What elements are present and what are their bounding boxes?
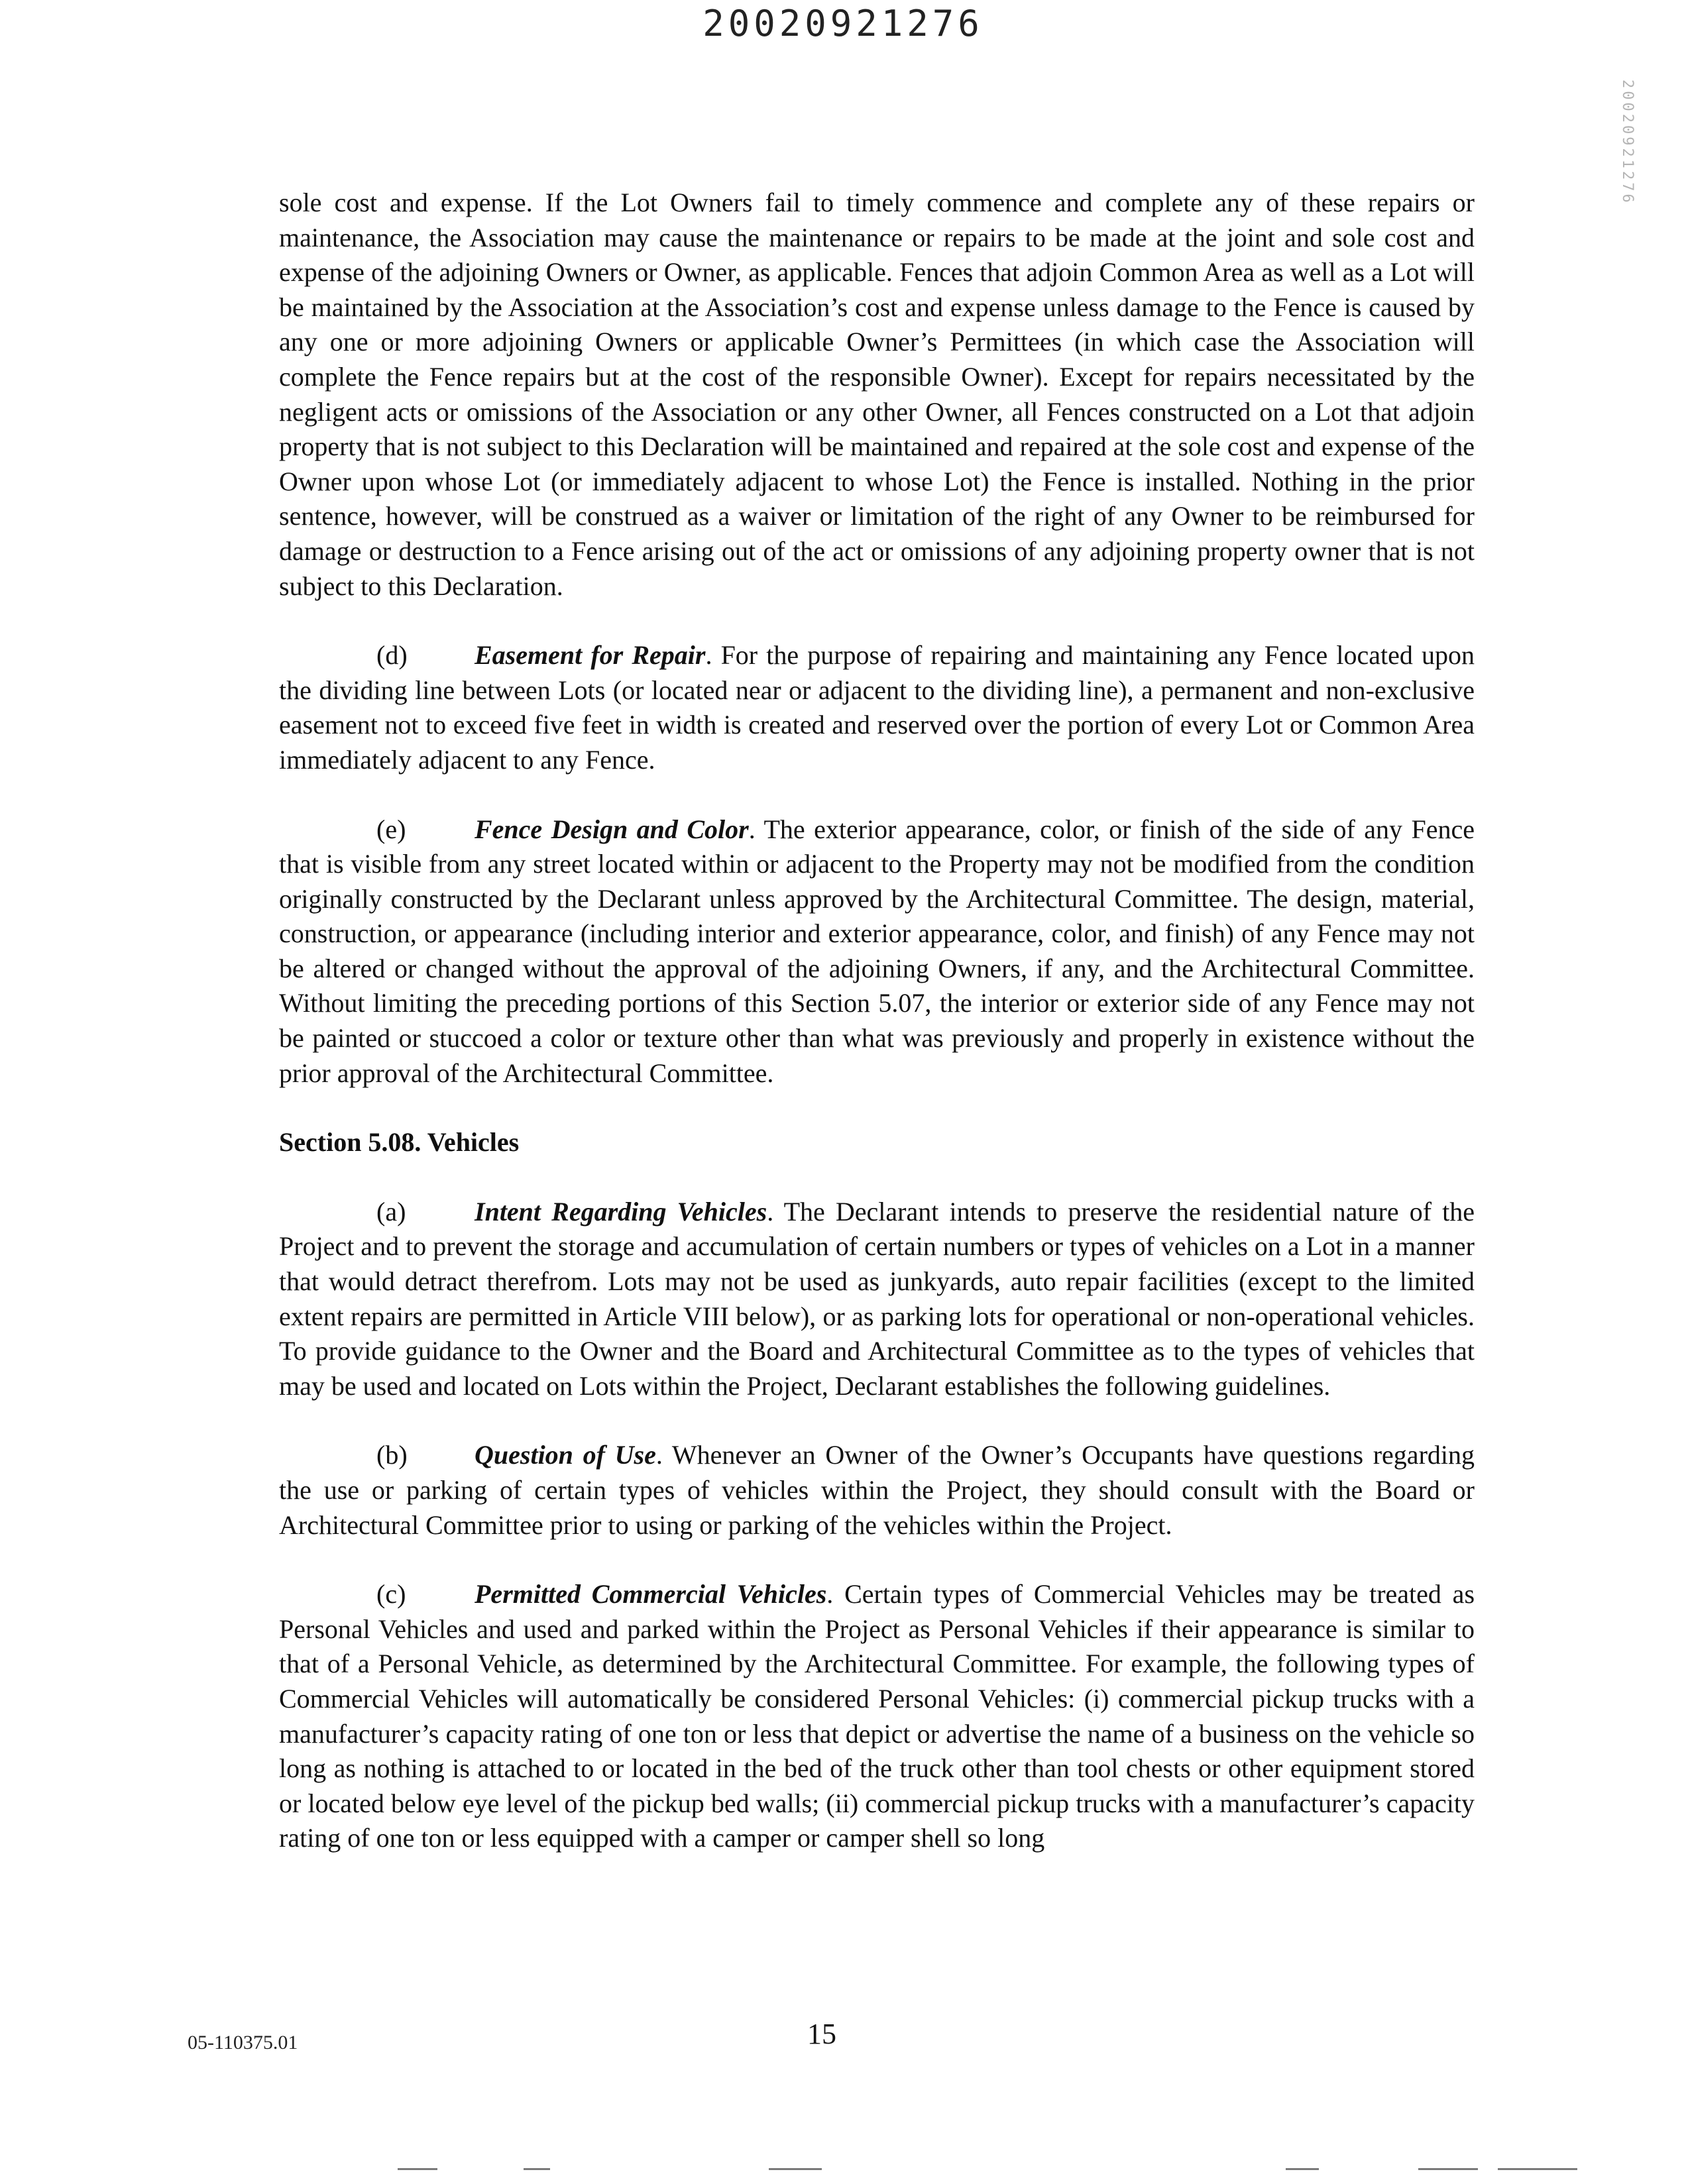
- item-text: The Declarant intends to preserve the residential nature of the Project and to prevent the storage and accumulation of certain numbers or types of vehicles on a Lot in a manner that would detract therefrom. Lots may not be used as junkyards, auto repair facilities (except to the limited extent repairs are permitted in Article VIII below), or as parking lots for operational or non-operational vehicles. To provide guidance to the Owner and the Board and Architectural Committee as to the types of vehicles that may be used and located on Lots within the Project, Declarant establishes the following guidelines.: [279, 1196, 1475, 1401]
- scan-mark: [1498, 2168, 1577, 2170]
- page-number: 15: [807, 2018, 836, 2050]
- side-stamp-text: 20020921276: [1619, 80, 1636, 205]
- item-enum: (b): [376, 1440, 408, 1470]
- item-e-fence-design-and-color: [279, 812, 1475, 1091]
- section-number: Section 5.08.: [279, 1127, 422, 1158]
- scan-mark: [769, 2168, 822, 2170]
- item-enum: (a): [376, 1196, 406, 1227]
- scan-mark: [1286, 2168, 1319, 2170]
- scan-artifact-marks: [371, 2164, 1630, 2177]
- item-text: The exterior appearance, color, or finish of the side of any Fence that is visible from any street located within or adjacent to the Property may not be modified from the condition originally constructed by the Declarant unless approved by the Architectural Committee. The design, material, construction, or appearance (including interior and exterior appearance, color, and finish) of any Fence may not be altered or changed without the approval of the adjoining Owners, if any, and the Architectural Committee. Without limiting the preceding portions of this Section 5.07, the interior or exterior side of any Fence may not be painted or stuccoed a color or texture other than what was previously and properly in existence without the prior approval of the Architectural Committee.: [279, 814, 1475, 1088]
- section-5-08-heading: [279, 1125, 1475, 1160]
- scan-mark: [398, 2168, 437, 2170]
- item-text: Certain types of Commercial Vehicles may be treated as Personal Vehicles and used and parked within the Project as Personal Vehicles if their appearance is similar to that of a Personal Vehicle, as determined by the Architectural Committee. For example, the following types of Commercial Vehicles will automatically be considered Personal Vehicles: (i) commercial pickup trucks with a manufacturer’s capacity rating of one ton or less that depict or advertise the name of a business on the vehicle so long as nothing is attached to or located in the bed of the truck other than tool chests or other equipment stored or located below eye level of the pickup bed walls; (ii) commercial pickup trucks with a manufacturer’s capacity rating of one ton or less equipped with a camper or camper shell so long: [279, 1579, 1475, 1853]
- recording-number: 20020921276: [702, 3, 984, 44]
- item-enum: (e): [376, 814, 406, 844]
- scan-mark: [524, 2168, 550, 2170]
- item-title: Easement for Repair: [475, 640, 706, 671]
- intro-paragraph: sole cost and expense. If the Lot Owners fail to timely commence and complete any of these repairs or maintenance, the Association may cause the maintenance or repairs to be made at the joint and sole cost and expense of the adjoining Owners or Owner, as applicable. Fences that adjoin Common Area as well as a Lot will be maintained by the Association at the Association’s cost and expense unless damage to the Fence is caused by any one or more adjoining Owners or applicable Owner’s Permittees (in which case the Association will complete the Fence repairs but at the cost of the responsible Owner). Except for repairs necessitated by the negligent acts or omissions of the Association or any other Owner, all Fences constructed on a Lot that adjoin property that is not subject to this Declaration will be maintained and repaired at the sole cost and expense of the Owner upon whose Lot (or immediately adjacent to whose Lot) the Fence is installed. Nothing in the prior sentence, however, will be construed as a waiver or limitation of the right of any Owner to be reimbursed for damage or destruction to a Fence arising out of the act or omissions of any adjoining property owner that is not subject to this Declaration.: [279, 188, 1475, 601]
- item-a-intent-regarding-vehicles: [279, 1195, 1475, 1404]
- document-body: [279, 186, 1475, 1856]
- scan-mark: [1418, 2168, 1478, 2170]
- section-title: Vehicles: [427, 1127, 520, 1158]
- item-title-period: .: [748, 814, 764, 844]
- item-text: Whenever an Owner of the Owner’s Occupants have questions regarding the use or parking of certain types of vehicles within the Project, they should consult with the Board or Architectural Committee prior to using or parking of the vehicles within the Project.: [279, 1440, 1475, 1540]
- footer-document-id: 05-110375.01: [188, 2032, 298, 2053]
- item-d-easement-for-repair: [279, 638, 1475, 777]
- item-title: Intent Regarding Vehicles: [475, 1196, 767, 1227]
- item-title: Permitted Commercial Vehicles: [475, 1579, 827, 1610]
- item-title: Question of Use: [475, 1440, 656, 1470]
- item-enum: (c): [376, 1579, 406, 1610]
- item-title: Fence Design and Color: [475, 814, 749, 844]
- item-text: For the purpose of repairing and maintaining any Fence located upon the dividing line between Lots (or located near or adjacent to the dividing line), a permanent and non-exclusive easement not to exceed five feet in width is created and reserved over the portion of every Lot or Common Area immediately adjacent to any Fence.: [279, 640, 1475, 775]
- item-title-period: .: [767, 1196, 784, 1227]
- item-title-period: .: [826, 1579, 845, 1610]
- item-enum: (d): [376, 640, 408, 671]
- side-recording-stamp: [1616, 80, 1636, 285]
- item-title-period: .: [655, 1440, 672, 1470]
- item-c-permitted-commercial-vehicles: [279, 1577, 1475, 1856]
- item-b-question-of-use: [279, 1438, 1475, 1543]
- item-title-period: .: [705, 640, 721, 671]
